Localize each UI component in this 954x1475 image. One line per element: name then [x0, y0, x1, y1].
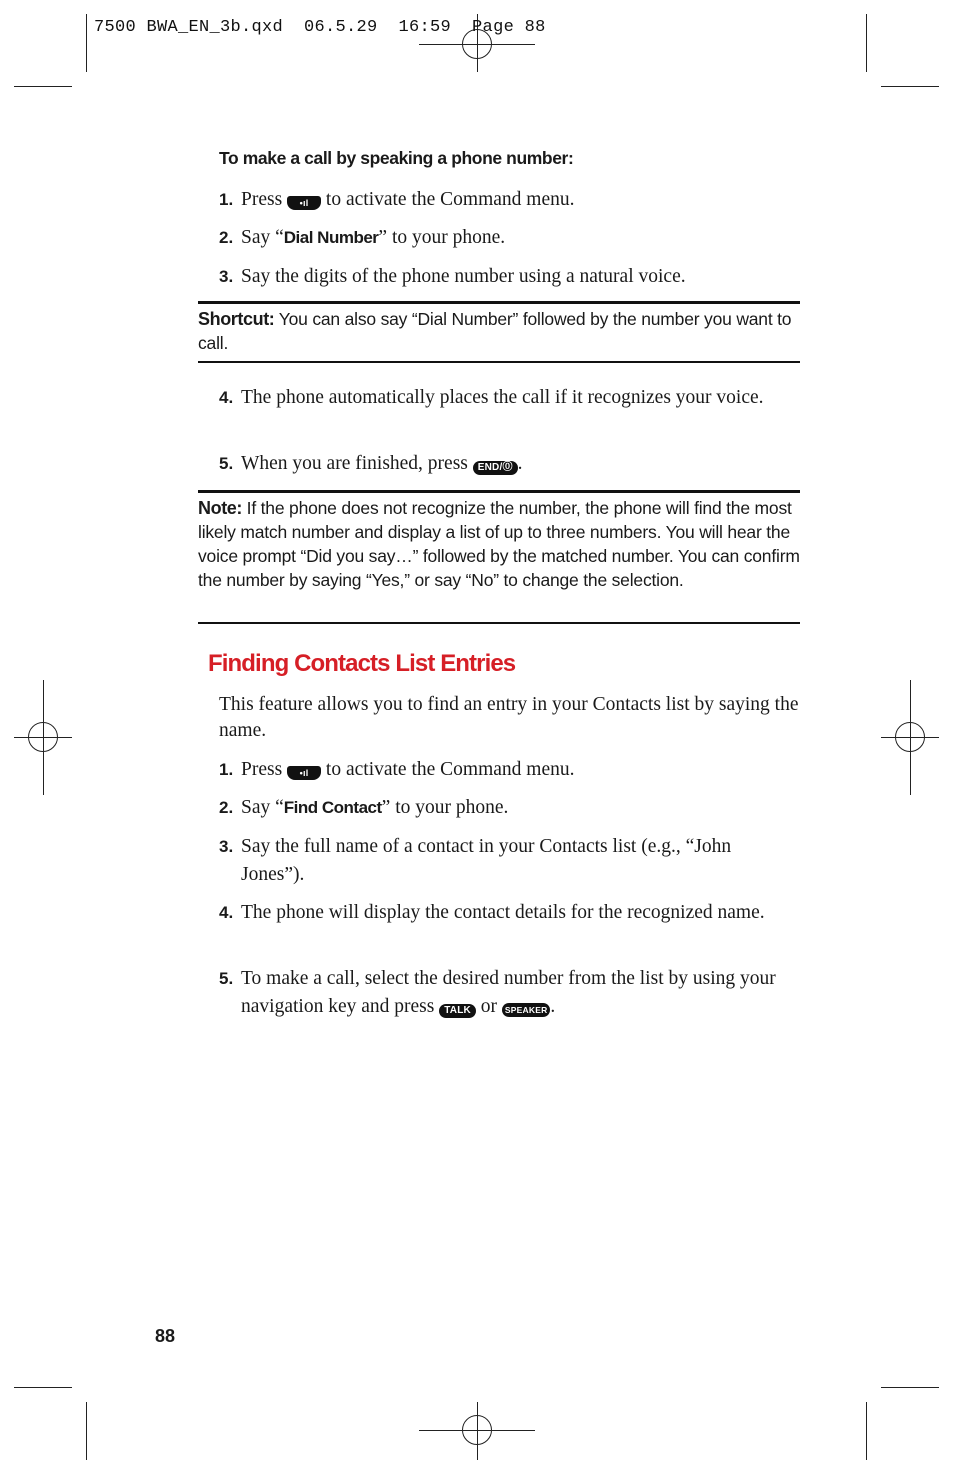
note-label: Note:	[198, 498, 242, 518]
command-key-icon: •ıl	[287, 196, 321, 210]
step-number: 3.	[219, 837, 234, 856]
step-number: 1.	[219, 760, 234, 779]
step-text: Say the digits of the phone number using a natural voice.	[241, 266, 686, 287]
step-text: Say “Find Contact” to your phone.	[241, 797, 509, 818]
step-text: When you are finished, press END/⓪ .	[241, 453, 523, 474]
step-number: 4.	[219, 388, 234, 407]
command-phrase: Dial Number	[283, 228, 379, 247]
step-number: 2.	[219, 798, 234, 817]
page-number: 88	[155, 1326, 176, 1346]
step-text: The phone will display the contact details for the recognized name.	[241, 902, 765, 923]
section-heading: Finding Contacts List Entries	[208, 650, 516, 677]
step-number: 3.	[219, 267, 234, 286]
registration-circle	[895, 722, 925, 752]
step-number: 4.	[219, 903, 234, 922]
step-text: Say the full name of a contact in your Contacts list (e.g., “John Jones”).	[241, 836, 732, 885]
note-text: If the phone does not recognize the number, the phone will find the most likely match number and display a list of up to three numbers. You will hear the voice prompt “Did you say…” followed by the matched number. You can confirm the number by saying “Yes,” or say “No” to change the selection.	[198, 498, 800, 590]
crop-mark	[86, 1402, 87, 1460]
shortcut-box	[198, 301, 800, 363]
procedure-title: To make a call by speaking a phone number:	[219, 148, 574, 168]
step-number: 2.	[219, 228, 234, 247]
registration-circle	[462, 1415, 492, 1445]
step-text: Say “Dial Number” to your phone.	[241, 227, 506, 248]
step	[219, 833, 794, 889]
step-text: Press •ıl to activate the Command menu.	[241, 759, 575, 780]
crop-mark	[14, 86, 72, 87]
step-number: 5.	[219, 969, 234, 988]
note-box	[198, 490, 800, 624]
crop-mark	[14, 1387, 72, 1388]
step	[219, 965, 794, 1021]
command-phrase: Find Contact	[283, 798, 382, 817]
shortcut-label: Shortcut:	[198, 309, 275, 329]
step	[219, 899, 794, 927]
step	[219, 450, 794, 478]
crop-mark	[881, 1387, 939, 1388]
step-text: To make a call, select the desired number from the list by using your navigation key and press TALK or SPEAKER .	[241, 968, 776, 1017]
shortcut-text: You can also say “Dial Number” followed by the number you want to call.	[198, 309, 792, 353]
end-key-icon: END/⓪	[473, 461, 518, 475]
talk-key-icon: TALK	[439, 1004, 476, 1018]
step	[219, 756, 794, 784]
crop-mark	[881, 86, 939, 87]
crop-mark	[866, 1402, 867, 1460]
speaker-key-icon: SPEAKER	[502, 1003, 551, 1017]
command-key-icon: •ıl	[287, 766, 321, 780]
crop-mark	[86, 14, 87, 72]
step	[219, 186, 794, 214]
step-number: 5.	[219, 454, 234, 473]
crop-mark	[866, 14, 867, 72]
step	[219, 794, 794, 822]
print-slug: 7500 BWA_EN_3b.qxd 06.5.29 16:59 Page 88	[94, 18, 546, 37]
section-intro: This feature allows you to find an entry in your Contacts list by saying the name.	[219, 694, 799, 741]
step-number: 1.	[219, 190, 234, 209]
registration-circle	[28, 722, 58, 752]
step	[219, 224, 794, 252]
step	[219, 263, 794, 291]
step	[219, 384, 794, 412]
step-text: The phone automatically places the call if it recognizes your voice.	[241, 387, 764, 408]
step-text: Press •ıl to activate the Command menu.	[241, 189, 575, 210]
